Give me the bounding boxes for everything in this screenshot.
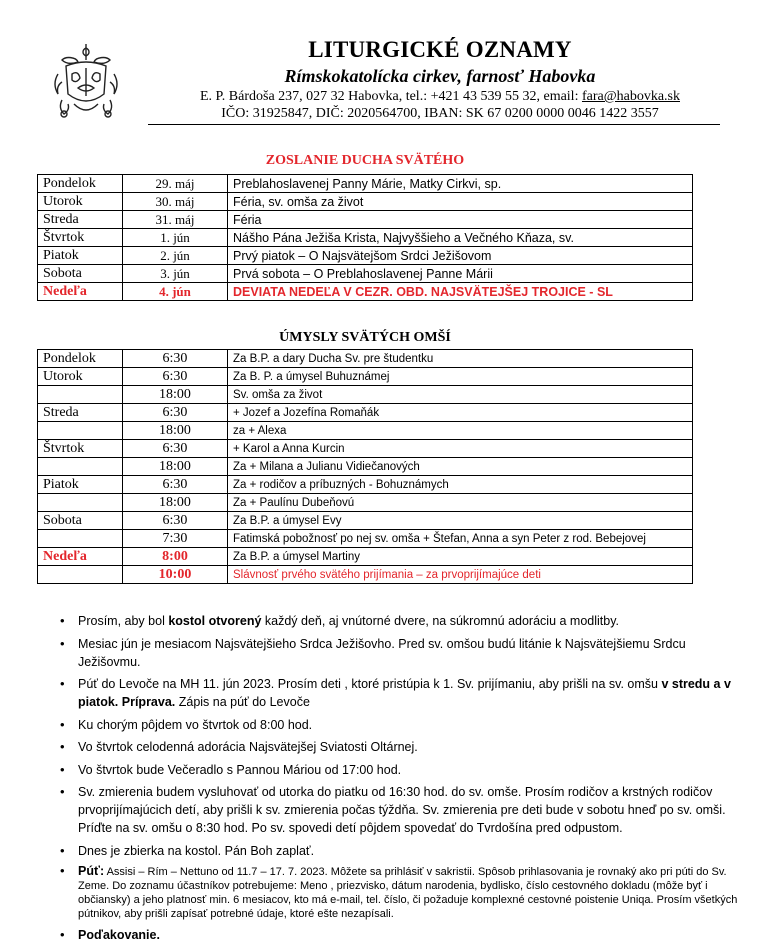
liturgy-table xyxy=(37,174,693,301)
table-row xyxy=(38,566,693,584)
day-cell: Pondelok xyxy=(38,350,123,368)
time-cell: 6:30 xyxy=(123,440,228,458)
parish-name: Rímskokatolícka cirkev, farnosť Habovka xyxy=(284,66,596,86)
day-cell: Streda xyxy=(38,404,123,422)
intention-cell: + Karol a Anna Kurcin xyxy=(228,440,693,458)
list-item: • Mesiac jún je mesiacom Najsvätejšieho Srdca Ježišovho. Pred sv. omšou budú litánie k Najsvätejšiemu Srdcu Ježišovmu. xyxy=(78,635,738,671)
day-cell: Utorok xyxy=(38,368,123,386)
email-link[interactable]: fara@habovka.sk xyxy=(581,89,680,104)
intention-cell: Za + Paulínu Dubeňovú xyxy=(228,494,693,512)
date-cell: 3. jún xyxy=(123,265,228,283)
day-cell: Utorok xyxy=(38,193,123,211)
intention-cell: Fatimská pobožnosť po nej sv. omša + Štefan, Anna a syn Peter z rod. Bebejovej xyxy=(228,530,693,548)
time-cell: 6:30 xyxy=(123,404,228,422)
celebration-cell: Féria xyxy=(228,211,693,229)
day-cell: Piatok xyxy=(38,247,123,265)
masses-table xyxy=(37,349,693,584)
intention-cell: Za B.P. a dary Ducha Sv. pre študentku xyxy=(228,350,693,368)
day-cell: Štvrtok xyxy=(38,440,123,458)
time-cell: 10:00 xyxy=(123,566,228,584)
date-cell: 4. jún xyxy=(123,283,228,301)
table-row xyxy=(38,404,693,422)
parish-emblem-icon xyxy=(48,44,124,120)
list-item: • Púť: Assisi – Rím – Nettuno od 11.7 – 17. 7. 2023. Môžete sa prihlásiť v sakristii. Spôsob prihlasovania je rovnaký ako pri púti do Sv. Zeme. Do zoznamu účastníkov potrebujeme: Meno , priezvisko, dátum narodenia, bydlisko, číslo cestovného dokladu (môže byť i občiansky) a jeho platnosť min. 6 mesiacov, kto má e-mail, tel. číslo, či požaduje komplexné cestovné poistenie Uniqa. Prosím všetkých pútnikov, aby prišli zapísať potrebné údaje, ktoré ešte nezapísali. xyxy=(78,864,738,921)
day-cell xyxy=(38,422,123,440)
table-row xyxy=(38,458,693,476)
table-row xyxy=(38,265,693,283)
celebration-cell: Nášho Pána Ježiša Krista, Najvyššieho a Večného Kňaza, sv. xyxy=(228,229,693,247)
time-cell: 18:00 xyxy=(123,494,228,512)
date-cell: 1. jún xyxy=(123,229,228,247)
time-cell: 8:00 xyxy=(123,548,228,566)
time-cell: 18:00 xyxy=(123,422,228,440)
announcements-list xyxy=(60,612,738,948)
intention-cell: za + Alexa xyxy=(228,422,693,440)
list-item: • Púť do Levoče na MH 11. jún 2023. Prosím deti , ktoré pristúpia k 1. Sv. prijímaniu, aby prišli na sv. omšu v stredu a v piatok. Príprava. Zápis na púť do Levoče xyxy=(78,675,738,711)
day-cell xyxy=(38,386,123,404)
list-item: • Prosím, aby bol kostol otvorený každý deň, aj vnútorné dvere, na súkromnú adoráciu a modlitby. xyxy=(78,612,738,630)
list-item: • Ku chorým pôjdem vo štvrtok od 8:00 hod. xyxy=(78,716,738,734)
intention-cell: Za B.P. a úmysel Evy xyxy=(228,512,693,530)
day-cell: Štvrtok xyxy=(38,229,123,247)
list-item: • Sv. zmierenia budem vysluhovať od utorka do piatku od 16:30 hod. do sv. omše. Prosím rodičov a krstných rodičov prvoprijímajúcich detí, aby prišli k sv. zmierenia počas týždňa. Sv. zmierenia pre deti bude v sobotu hneď po sv. omši. Príďte na sv. omšu o 8:30 hod. Po sv. spovedi detí pôjdem spovedať do Tvrdošína pred odpustom. xyxy=(78,783,738,837)
table-row xyxy=(38,368,693,386)
parish-address xyxy=(160,89,720,105)
day-cell: Streda xyxy=(38,211,123,229)
list-item: • Dnes je zbierka na kostol. Pán Boh zaplať. xyxy=(78,842,738,860)
table-row xyxy=(38,512,693,530)
table-row xyxy=(38,440,693,458)
intention-cell: Za + Milana a Julianu Vidiečanových xyxy=(228,458,693,476)
table-row xyxy=(38,494,693,512)
celebration-cell: Prvý piatok – O Najsvätejšom Srdci Ježišovom xyxy=(228,247,693,265)
list-item: • Vo štvrtok celodenná adorácia Najsvätejšej Sviatosti Oltárnej. xyxy=(78,738,738,756)
date-cell: 2. jún xyxy=(123,247,228,265)
celebration-cell: DEVIATA NEDEĽA V CEZR. OBD. NAJSVÄTEJŠEJ TROJICE - SL xyxy=(228,283,693,301)
liturgy-title: ZOSLANIE DUCHA SVÄTÉHO xyxy=(265,153,465,168)
time-cell: 6:30 xyxy=(123,350,228,368)
header-divider xyxy=(148,124,720,125)
table-row xyxy=(38,530,693,548)
table-row xyxy=(38,211,693,229)
time-cell: 18:00 xyxy=(123,386,228,404)
table-row xyxy=(38,193,693,211)
day-cell: Piatok xyxy=(38,476,123,494)
date-cell: 29. máj xyxy=(123,175,228,193)
time-cell: 18:00 xyxy=(123,458,228,476)
time-cell: 7:30 xyxy=(123,530,228,548)
intention-cell: Za + rodičov a príbuzných - Bohuznámych xyxy=(228,476,693,494)
day-cell: Nedeľa xyxy=(38,283,123,301)
masses-title: ÚMYSLY SVÄTÝCH OMŠÍ xyxy=(279,330,451,345)
time-cell: 6:30 xyxy=(123,476,228,494)
table-row xyxy=(38,175,693,193)
list-item: • Poďakovanie. xyxy=(78,926,738,944)
day-cell: Sobota xyxy=(38,512,123,530)
table-row xyxy=(38,476,693,494)
table-row xyxy=(38,283,693,301)
celebration-cell: Prvá sobota – O Preblahoslavenej Panne Márii xyxy=(228,265,693,283)
list-item: • Vo štvrtok bude Večeradlo s Pannou Máriou od 17:00 hod. xyxy=(78,761,738,779)
day-cell xyxy=(38,566,123,584)
time-cell: 6:30 xyxy=(123,512,228,530)
celebration-cell: Preblahoslavenej Panny Márie, Matky Cirkvi, sp. xyxy=(228,175,693,193)
day-cell: Nedeľa xyxy=(38,548,123,566)
intention-cell: Slávnosť prvého svätého prijímania – za prvoprijímajúce deti xyxy=(228,566,693,584)
intention-cell: Za B.P. a úmysel Martiny xyxy=(228,548,693,566)
day-cell xyxy=(38,530,123,548)
intention-cell: Za B. P. a úmysel Buhuznámej xyxy=(228,368,693,386)
intention-cell: + Jozef a Jozefína Romaňák xyxy=(228,404,693,422)
celebration-cell: Féria, sv. omša za život xyxy=(228,193,693,211)
day-cell: Pondelok xyxy=(38,175,123,193)
table-row xyxy=(38,247,693,265)
table-row xyxy=(38,422,693,440)
table-row xyxy=(38,229,693,247)
time-cell: 6:30 xyxy=(123,368,228,386)
date-cell: 31. máj xyxy=(123,211,228,229)
table-row xyxy=(38,386,693,404)
intention-cell: Sv. omša za život xyxy=(228,386,693,404)
address-text: E. P. Bárdoša 237, 027 32 Habovka, tel.: +421 43 539 55 32, email: xyxy=(200,89,579,104)
date-cell: 30. máj xyxy=(123,193,228,211)
day-cell xyxy=(38,494,123,512)
parish-ids: IČO: 31925847, DIČ: 2020564700, IBAN: SK 67 0200 0000 0046 1422 3557 xyxy=(221,106,659,121)
table-row xyxy=(38,350,693,368)
day-cell xyxy=(38,458,123,476)
table-row xyxy=(38,548,693,566)
day-cell: Sobota xyxy=(38,265,123,283)
page-title: LITURGICKÉ OZNAMY xyxy=(308,37,572,62)
